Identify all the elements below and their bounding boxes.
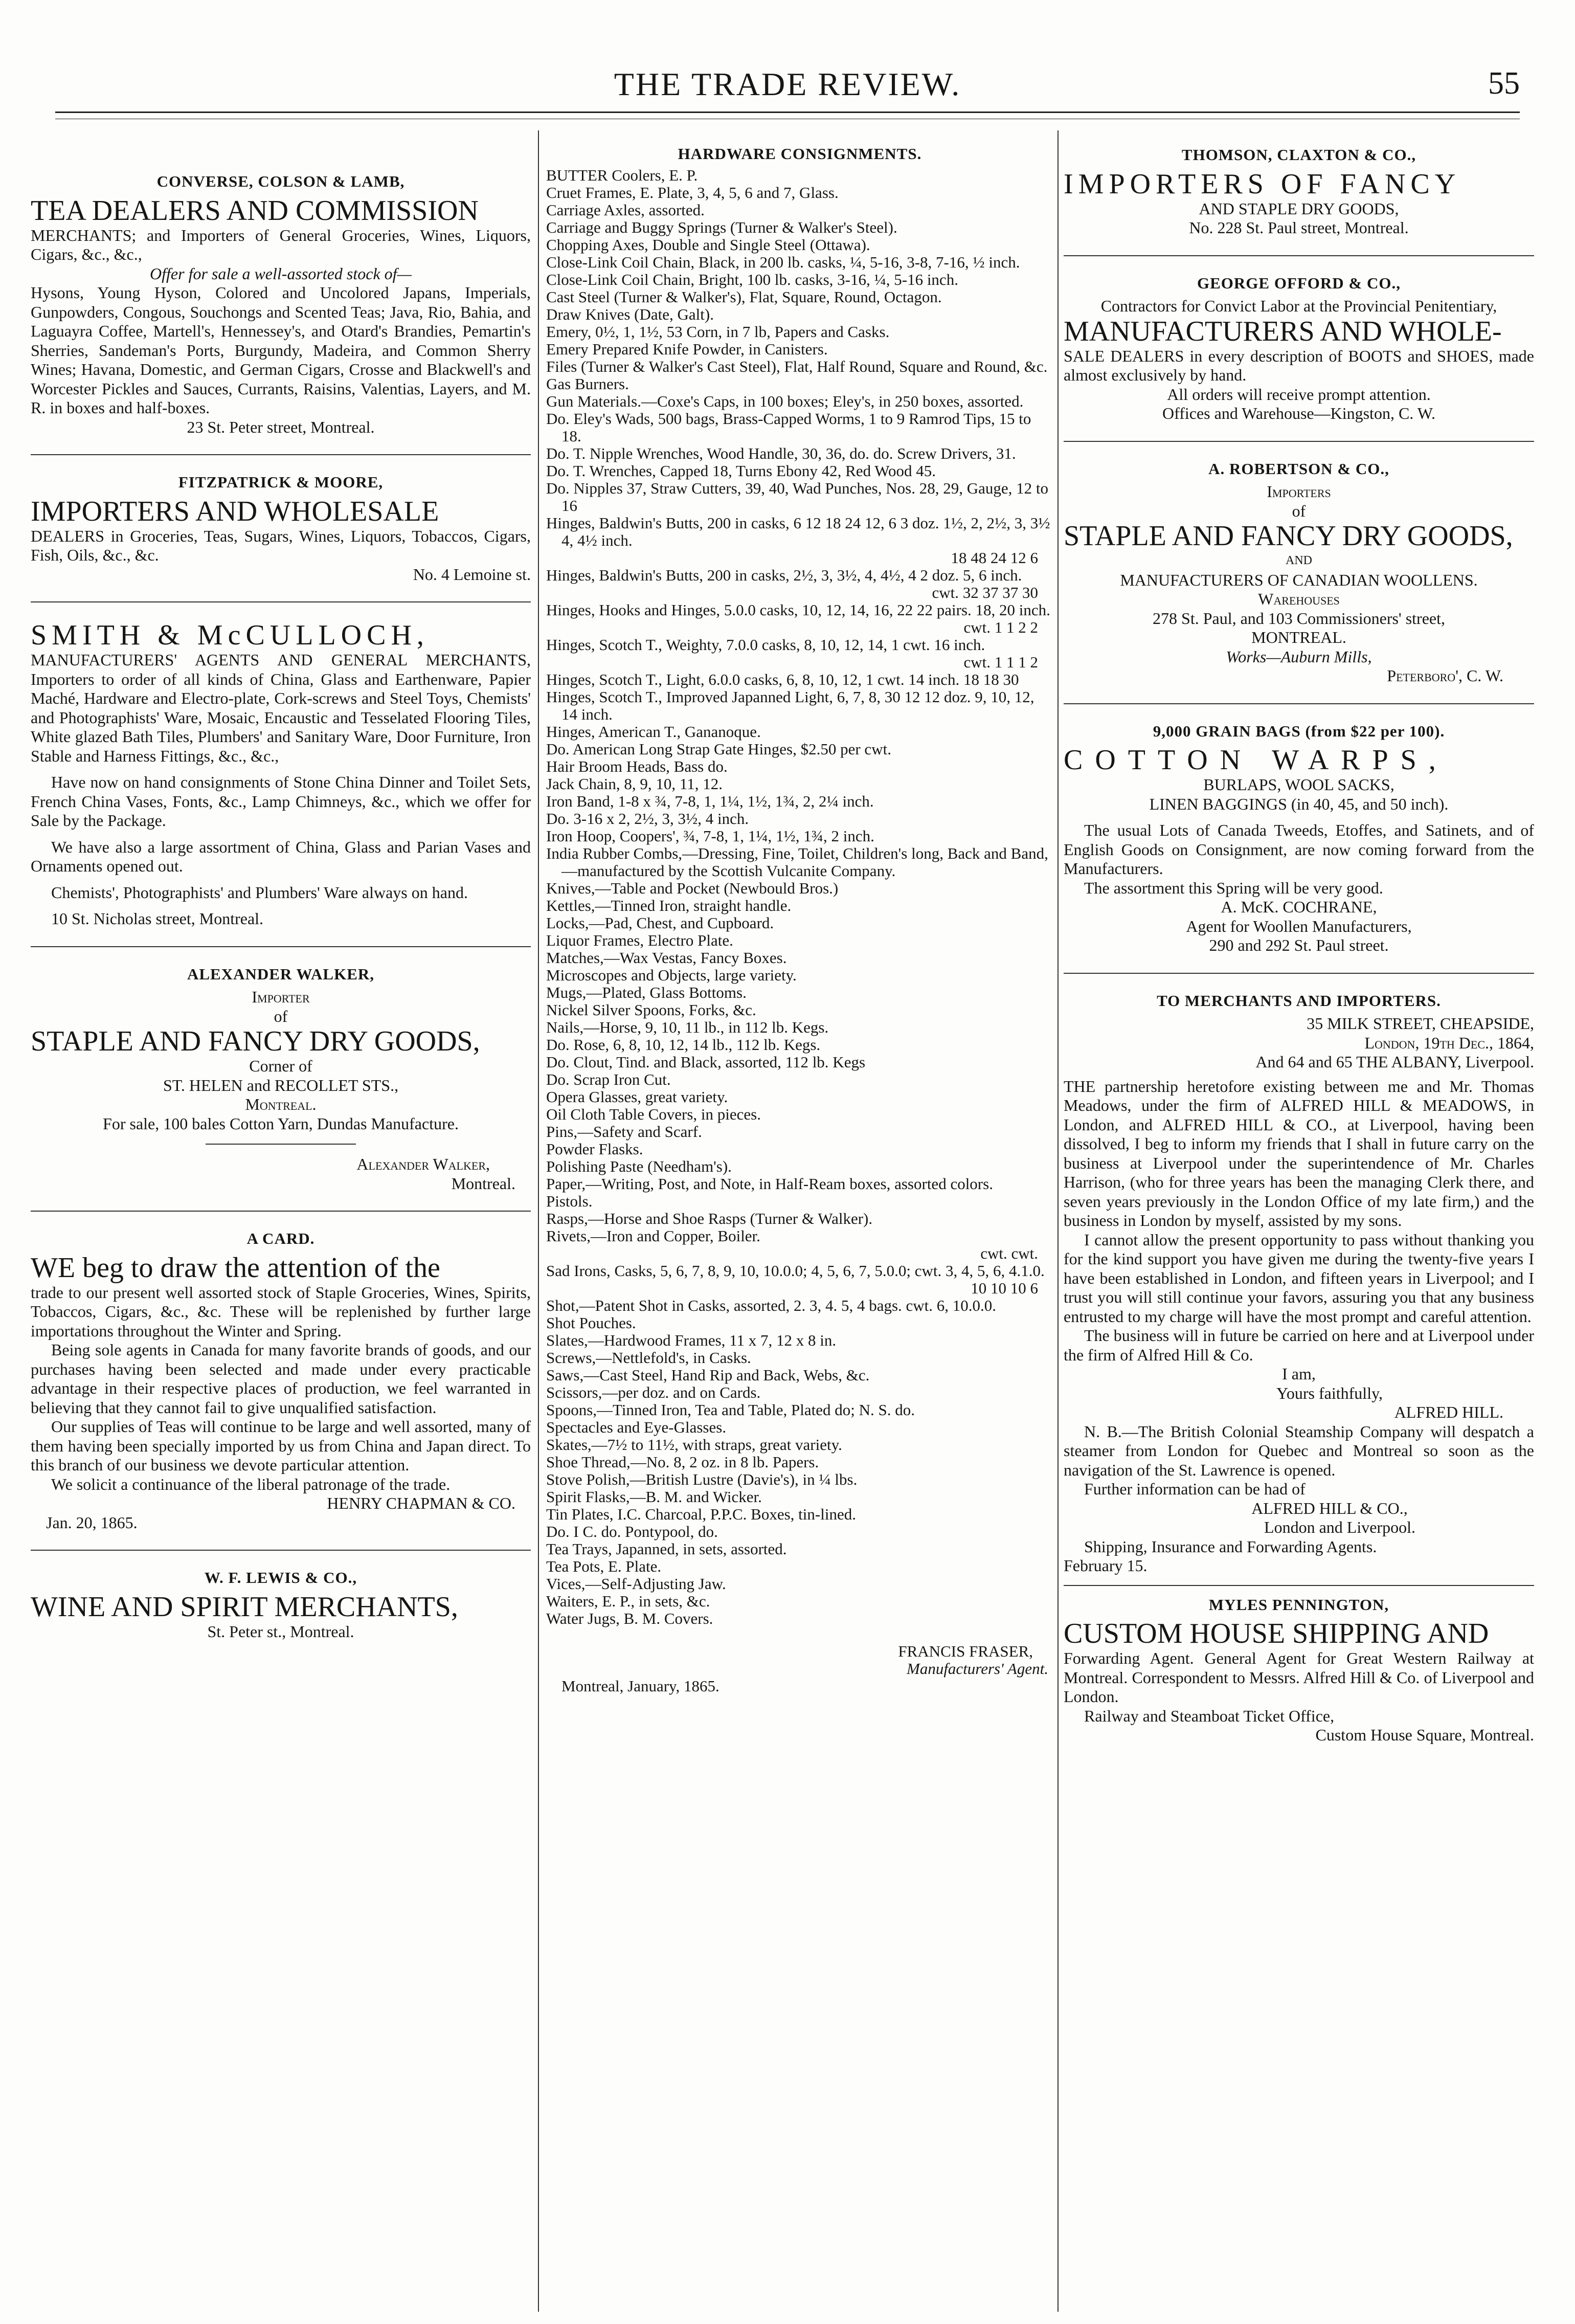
hardware-item: Opera Glasses, great variety. (546, 1088, 728, 1106)
advert-linen: LINEN BAGGINGS (in 40, 45, and 50 inch). (1149, 794, 1449, 813)
advert-heading: WINE AND SPIRIT MERCHANTS, (31, 1591, 458, 1623)
hardware-item: Draw Knives (Date, Galt). (546, 305, 714, 323)
advert-body: MANUFACTURERS' AGENTS AND GENERAL MERCHANTS, Importers to order of all kinds of China, Glass and Earthenware, Papier Maché, Hardware and Electro-plate, Cork-screws and Steel Toys, Chemists' and Photographists' Ware, Mosaic, Encaustic and Tesselated Flooring Tiles, White glazed Bath Tiles, Plumbers' and Sanitary Ware, Door Furniture, Iron Stable and Harness Fittings, &c., &c., (31, 651, 531, 765)
advert-name: THOMSON, CLAXTON & CO., (1181, 146, 1416, 164)
hardware-item: Hinges, Scotch T., Light, 6.0.0 casks, 6, 8, 10, 12, 1 cwt. 14 inch. 18 18 30 (546, 671, 1019, 688)
advert-body: MERCHANTS; and Importers of General Groceries, Wines, Liquors, Cigars, &c., &c., (31, 226, 531, 263)
hardware-item: Scissors,—per doz. and on Cards. (546, 1383, 761, 1401)
column-divider (1058, 130, 1059, 2312)
hardware-item: Do. I C. do. Pontypool, do. (546, 1523, 718, 1540)
advert-heading: CUSTOM HOUSE SHIPPING AND (1064, 1618, 1489, 1649)
hardware-item: Hinges, Baldwin's Butts, 200 in casks, 6 12 18 24 12, 6 3 doz. 1½, 2, 2½, 3, 3½ 4, 4½ inch. (546, 514, 1050, 549)
advert-fitzpatrick (31, 473, 531, 584)
advert-heading: IMPORTERS OF FANCY (1064, 168, 1461, 200)
advert-robertson (1064, 459, 1534, 686)
advert-body: DEALERS in Groceries, Teas, Sugars, Wines, Liquors, Tobaccos, Cigars, Fish, Oils, &c., &c. (31, 526, 531, 564)
advert-offices: Offices and Warehouse—Kingston, C. W. (1162, 404, 1435, 422)
advert-sale: For sale, 100 bales Cotton Yarn, Dundas Manufacture. (103, 1114, 459, 1133)
hardware-item: India Rubber Combs,—Dressing, Fine, Toilet, Children's long, Back and Band,—manufactured by the Scottish Vulcanite Company. (546, 844, 1048, 880)
advert-name: A CARD. (246, 1230, 315, 1247)
advert-sub: BURLAPS, WOOL SACKS, (1203, 775, 1394, 794)
hardware-item: Shot Pouches. (546, 1314, 636, 1332)
advert-paragraph: We have also a large assortment of China, Glass and Parian Vases and Ornaments opened out. (31, 837, 531, 875)
advert-address: 10 St. Nicholas street, Montreal. (51, 909, 264, 928)
hardware-item: Hair Broom Heads, Bass do. (546, 757, 728, 775)
hardware-item: Hinges, American T., Gananoque. (546, 723, 761, 741)
divider (1064, 1585, 1534, 1586)
advert-body: AND STAPLE DRY GOODS, (1199, 199, 1399, 218)
advert-closing: Yours faithfully, (1276, 1383, 1383, 1402)
hardware-item: Microscopes and Objects, large variety. (546, 966, 797, 984)
advert-thomson (1064, 145, 1534, 238)
advert-importers: Importers (1267, 482, 1331, 501)
advert-pennington (1064, 1595, 1534, 1745)
divider (31, 1550, 531, 1551)
hardware-item: Spirit Flasks,—B. M. and Wicker. (546, 1488, 762, 1506)
header-rule (55, 111, 1520, 113)
advert-heading: WE beg to draw the attention of the (31, 1252, 440, 1284)
hardware-item: Stove Polish,—British Lustre (Davie's), in ¼ lbs. (546, 1470, 858, 1488)
advert-address: And 64 and 65 THE ALBANY, Liverpool. (1255, 1053, 1534, 1071)
hardware-item: Emery Prepared Knife Powder, in Canisters. (546, 340, 828, 358)
advert-heading: STAPLE AND FANCY DRY GOODS, (31, 1025, 480, 1057)
advert-heading: TEA DEALERS AND COMMISSION (31, 194, 479, 227)
hardware-item: Iron Band, 1-8 x ¾, 7-8, 1, 1¼, 1½, 1¾, 2, 2¼ inch. (546, 792, 874, 810)
divider-short (206, 1144, 355, 1145)
divider (31, 946, 531, 947)
advert-name: A. ROBERTSON & CO., (1208, 459, 1389, 478)
hardware-item: Jack Chain, 8, 9, 10, 11, 12. (546, 775, 723, 793)
advert-sub: Contractors for Convict Labor at the Provincial Penitentiary, (1100, 297, 1497, 315)
hardware-item: Files (Turner & Walker's Cast Steel), Flat, Half Round, Square and Round, &c. (546, 357, 1048, 375)
advert-and: AND (1286, 554, 1312, 567)
hardware-item: Rasps,—Horse and Shoe Rasps (Turner & Walker). (546, 1210, 873, 1227)
advert-warehouses: Warehouses (1258, 590, 1340, 608)
advert-date: February 15. (1064, 1556, 1148, 1575)
advert-paragraph: Have now on hand consignments of Stone China Dinner and Toilet Sets, French China Vases, Fonts, &c., Lamp Chimneys, &c., which we offer for Sale by the Package. (31, 773, 531, 830)
advert-role: Manufacturers' Agent. (907, 1660, 1048, 1678)
hardware-item: Locks,—Pad, Chest, and Cupboard. (546, 914, 774, 932)
hardware-item: 18 48 24 12 6 (951, 549, 1038, 567)
hardware-item: Spectacles and Eye-Glasses. (546, 1418, 727, 1436)
hardware-item: Rivets,—Iron and Copper, Boiler. (546, 1227, 760, 1245)
advert-paragraph: I cannot allow the present opportunity to pass without thanking you for the kind support you have given me during the twenty-five years I have been established in London, and fifteen years in Liverpool; and I trust you will still continue your favors, assuring you that any business entrusted to my charge will have the most prompt and careful attention. (1064, 1230, 1534, 1326)
hardware-item: cwt. 32 37 37 30 (932, 584, 1038, 601)
hardware-item: Polishing Paste (Needham's). (546, 1157, 732, 1175)
hardware-item: Nails,—Horse, 9, 10, 11 lb., in 112 lb. Kegs. (546, 1018, 829, 1036)
advert-sig-city: Montreal. (451, 1174, 515, 1193)
advert-offord (1064, 274, 1534, 423)
hardware-item: Iron Hoop, Coopers', ¾, 7-8, 1, 1¼, 1½, 1¾, 2 inch. (546, 827, 874, 845)
advert-name: MYLES PENNINGTON, (1208, 1595, 1389, 1614)
hardware-item: Tea Pots, E. Plate. (546, 1557, 662, 1575)
column-left (31, 138, 531, 2312)
advert-paragraph: Being sole agents in Canada for many favorite brands of goods, and our purchases having been selected and made under every practicable advantage in their respective places of production, we feel warranted in believing that they cannot fail to give unqualified satisfaction. (31, 1340, 531, 1417)
hardware-item: Emery, 0½, 1, 1½, 53 Corn, in 7 lb, Papers and Casks. (546, 323, 890, 341)
advert-agents: Shipping, Insurance and Forwarding Agents. (1084, 1537, 1377, 1556)
hardware-item: cwt. cwt. (980, 1244, 1038, 1262)
advert-name: FITZPATRICK & MOORE, (178, 473, 384, 491)
advert-walker (31, 965, 531, 1194)
advert-signature: London and Liverpool. (1264, 1518, 1415, 1536)
hardware-item: Hinges, Baldwin's Butts, 200 in casks, 2½, 3, 3½, 4, 4½, 4 2 doz. 5, 6 inch. (546, 566, 1022, 584)
hardware-item: cwt. 1 1 2 2 (963, 618, 1038, 636)
advert-signature: ALFRED HILL. (1394, 1403, 1503, 1421)
hardware-item: Cast Steel (Turner & Walker's), Flat, Square, Round, Octagon. (546, 288, 942, 306)
hardware-item: cwt. 1 1 1 2 (963, 653, 1038, 671)
divider (31, 454, 531, 455)
advert-importer: Importer (252, 988, 310, 1006)
divider (1064, 973, 1534, 974)
advert-works2: Peterboro', C. W. (1387, 666, 1503, 685)
hardware-item: Tea Trays, Japanned, in sets, assorted. (546, 1540, 787, 1558)
hardware-item: Matches,—Wax Vestas, Fancy Boxes. (546, 949, 787, 967)
hardware-item: Tin Plates, I.C. Charcoal, P.P.C. Boxes, tin-lined. (546, 1505, 856, 1523)
advert-heading: STAPLE AND FANCY DRY GOODS, (1064, 520, 1513, 552)
advert-address: Custom House Square, Montreal. (1315, 1726, 1534, 1744)
hardware-item: Knives,—Table and Pocket (Newbould Bros.) (546, 879, 839, 897)
hardware-item: Gun Materials.—Coxe's Caps, in 100 boxes; Eley's, in 250 boxes, assorted. (546, 392, 1024, 410)
advert-office: Railway and Steamboat Ticket Office, (1084, 1706, 1335, 1725)
advert-paragraph: Chemists', Photographists' and Plumbers' Ware always on hand. (51, 883, 468, 902)
hardware-item: Saws,—Cast Steel, Hand Rip and Back, Webs, &c. (546, 1366, 870, 1384)
advert-note: N. B.—The British Colonial Steamship Company will despatch a steamer from London for Quebec and Montreal so soon as the navigation of the St. Lawrence is opened. (1064, 1422, 1534, 1479)
advert-name: W. F. LEWIS & CO., (204, 1569, 357, 1586)
advert-paragraph: We solicit a continuance of the liberal patronage of the trade. (51, 1474, 451, 1493)
advert-name: 9,000 GRAIN BAGS (from $22 per 100). (1153, 722, 1445, 740)
divider (1064, 441, 1534, 442)
hardware-item: Nickel Silver Spoons, Forks, &c. (546, 1001, 756, 1019)
advert-heading: COTTON WARPS, (1064, 744, 1448, 776)
hardware-item: Do. Scrap Iron Cut. (546, 1070, 671, 1088)
advert-address: St. Peter st., Montreal. (207, 1622, 354, 1641)
hardware-item: Slates,—Hardwood Frames, 11 x 7, 12 x 8 in. (546, 1331, 837, 1349)
advert-signature: A. McK. COCHRANE, (1221, 898, 1377, 916)
advert-lewis (31, 1568, 531, 1641)
divider (1064, 703, 1534, 704)
advert-role: Agent for Woollen Manufacturers, (1186, 917, 1412, 935)
hardware-item: Vices,—Self-Adjusting Jaw. (546, 1575, 726, 1593)
advert-body: SALE DEALERS in every description of BOOTS and SHOES, made almost exclusively by hand. (1064, 346, 1534, 384)
advert-city: Montreal. (245, 1095, 317, 1113)
advert-address: 278 St. Paul, and 103 Commissioners' street, (1153, 609, 1445, 628)
advert-paragraph: THE partnership heretofore existing between me and Mr. Thomas Meadows, under the firm of ALFRED HILL & MEADOWS, in London, and ALFRED HILL & CO., at Liverpool, having been dissolved, I beg to inform my friends that I shall in future carry on the business at Liverpool under the superintendence of Mr. Charles Harrison, (who for three years has been the managing Clerk there, and seven years previously in the London Office of my late firm,) and the business in London by myself, assisted by my sons. (1064, 1077, 1534, 1230)
advert-corner: Corner of (249, 1057, 312, 1075)
advert-paragraph: Our supplies of Teas will continue to be large and well assorted, many of them having been specially imported by us from China and Japan direct. To this branch of our business we devote particular attention. (31, 1417, 531, 1474)
hardware-item: Liquor Frames, Electro Plate. (546, 931, 733, 949)
advert-date: Montreal, January, 1865. (561, 1677, 719, 1695)
advert-offer: Offer for sale a well-assorted stock of— (150, 264, 412, 283)
hardware-item: Chopping Axes, Double and Single Steel (Ottawa). (546, 236, 870, 254)
advert-colson (31, 172, 531, 437)
hardware-item: Mugs,—Plated, Glass Bottoms. (546, 984, 747, 1001)
hardware-item: Do. 3-16 x 2, 2½, 3, 3½, 4 inch. (546, 810, 749, 828)
hardware-item: Hinges, Hooks and Hinges, 5.0.0 casks, 10, 12, 14, 16, 22 22 pairs. 18, 20 inch. (546, 601, 1050, 619)
divider (31, 601, 531, 602)
advert-address: 35 MILK STREET, CHEAPSIDE, (1307, 1014, 1534, 1033)
advert-address: 290 and 292 St. Paul street. (1209, 936, 1389, 954)
advert-of: of (274, 1007, 288, 1025)
section-title: HARDWARE CONSIGNMENTS. (678, 145, 922, 163)
hardware-item: 10 10 10 6 (971, 1279, 1038, 1297)
advert-date: Jan. 20, 1865. (46, 1513, 138, 1532)
advert-manuf: MANUFACTURERS OF CANADIAN WOOLLENS. (1120, 570, 1478, 589)
hardware-item: Cruet Frames, E. Plate, 3, 4, 5, 6 and 7, Glass. (546, 184, 839, 202)
hardware-list (546, 167, 1053, 1627)
advert-name: ALEXANDER WALKER, (187, 965, 375, 983)
advert-of: of (1292, 501, 1306, 520)
advert-address: No. 4 Lemoine st. (413, 565, 531, 584)
advert-smith (31, 620, 531, 929)
advert-works: Works—Auburn Mills, (1226, 647, 1372, 666)
hardware-item: Carriage and Buggy Springs (Turner & Walker's Steel). (546, 218, 897, 236)
advert-hill (1064, 991, 1534, 1576)
advert-signature: FRANCIS FRASER, (898, 1642, 1033, 1660)
hardware-item: Hinges, Scotch T., Weighty, 7.0.0 casks, 8, 10, 12, 14, 1 cwt. 16 inch. (546, 636, 985, 654)
hardware-item: Paper,—Writing, Post, and Note, in Half-Ream boxes, assorted colors. (546, 1175, 993, 1193)
hardware-item: Do. Rose, 6, 8, 10, 12, 14 lb., 112 lb. Kegs. (546, 1036, 821, 1054)
hardware-item: Kettles,—Tinned Iron, straight handle. (546, 897, 792, 914)
advert-address: 23 St. Peter street, Montreal. (187, 417, 375, 436)
hardware-item: Close-Link Coil Chain, Black, in 200 lb. casks, ¼, 5-16, 3-8, 7-16, ½ inch. (546, 253, 1020, 271)
advert-further: Further information can be had of (1084, 1480, 1306, 1498)
advert-paragraph: trade to our present well assorted stock of Staple Groceries, Wines, Spirits, Tobaccos, Cigars, &c., &c. These will be replenished by further large importations throughout the Winter and Spring. (31, 1283, 531, 1340)
advert-address: No. 228 St. Paul street, Montreal. (1189, 218, 1409, 237)
hardware-item: Oil Cloth Table Covers, in pieces. (546, 1105, 761, 1123)
hardware-item: Do. T. Nipple Wrenches, Wood Handle, 30, 36, do. do. Screw Drivers, 31. (546, 444, 1016, 462)
hardware-item: Water Jugs, B. M. Covers. (546, 1610, 713, 1627)
page-header (55, 65, 1520, 111)
hardware-item: Sad Irons, Casks, 5, 6, 7, 8, 9, 10, 10.0.0; 4, 5, 6, 7, 5.0.0; cwt. 3, 4, 5, 6, 4.1.0. (546, 1262, 1045, 1280)
hardware-item: Skates,—7½ to 11½, with straps, great variety. (546, 1436, 842, 1454)
hardware-item: Do. Nipples 37, Straw Cutters, 39, 40, Wad Punches, Nos. 28, 29, Gauge, 12 to 16 (546, 479, 1048, 515)
hardware-item: Screws,—Nettlefold's, in Casks. (546, 1349, 751, 1367)
hardware-item: Do. Clout, Tind. and Black, assorted, 112 lb. Kegs (546, 1053, 866, 1071)
advert-orders: All orders will receive prompt attention. (1167, 385, 1431, 404)
advert-address: London, 19th Dec., 1864, (1364, 1033, 1534, 1052)
divider (31, 1211, 531, 1212)
column-middle (546, 138, 1053, 2312)
advert-heading: IMPORTERS AND WHOLESALE (31, 495, 439, 527)
divider (1064, 255, 1534, 256)
advert-city: MONTREAL. (1251, 628, 1346, 646)
hardware-item: Spoons,—Tinned Iron, Tea and Table, Plated do; N. S. do. (546, 1401, 915, 1419)
advert-name: TO MERCHANTS AND IMPORTERS. (1157, 991, 1441, 1010)
hardware-item: Close-Link Coil Chain, Bright, 100 lb. casks, 3-16, ¼, 5-16 inch. (546, 271, 958, 288)
advert-signature: ALFRED HILL & CO., (1251, 1499, 1408, 1517)
publication-title: THE TRADE REVIEW. (614, 66, 961, 102)
hardware-item: Waiters, E. P., in sets, &c. (546, 1592, 710, 1610)
hardware-item: Gas Burners. (546, 375, 629, 393)
advert-signature: Alexander Walker, (356, 1155, 490, 1173)
hardware-item: Do. Eley's Wads, 500 bags, Brass-Capped Worms, 1 to 9 Ramrod Tips, 15 to 18. (546, 410, 1031, 445)
advert-streets: ST. HELEN and RECOLLET STS., (163, 1076, 399, 1094)
advert-card (31, 1229, 531, 1532)
advert-cochrane (1064, 722, 1534, 955)
hardware-item: Pins,—Safety and Scarf. (546, 1123, 702, 1141)
hardware-item: Do. T. Wrenches, Capped 18, Turns Ebony 42, Red Wood 45. (546, 462, 936, 480)
advert-name: GEORGE OFFORD & CO., (1197, 274, 1401, 292)
column-right (1064, 138, 1534, 2312)
advert-name: CONVERSE, COLSON & LAMB, (156, 172, 405, 190)
advert-heading: MANUFACTURERS AND WHOLE- (1064, 315, 1502, 347)
hardware-item: Hinges, Scotch T., Improved Japanned Light, 6, 7, 8, 30 12 12 doz. 9, 10, 12, 14 inch. (546, 688, 1034, 723)
advert-paragraph: The assortment this Spring will be very good. (1084, 878, 1383, 897)
advert-closing: I am, (1282, 1365, 1316, 1383)
hardware-item: BUTTER Coolers, E. P. (546, 166, 698, 184)
advert-paragraph: The usual Lots of Canada Tweeds, Etoffes, and Satinets, and of English Goods on Consignment, are now coming forward from the Manufacturers. (1064, 821, 1534, 878)
advert-signature: HENRY CHAPMAN & CO. (327, 1494, 515, 1512)
hardware-item: Shoe Thread,—No. 8, 2 oz. in 8 lb. Papers. (546, 1453, 819, 1471)
hardware-item: Carriage Axles, assorted. (546, 201, 705, 219)
page-number: 55 (1488, 66, 1520, 101)
advert-heading: SMITH & McCULLOCH, (31, 619, 429, 651)
hardware-item: Shot,—Patent Shot in Casks, assorted, 2. 3, 4. 5, 4 bags. cwt. 6, 10.0.0. (546, 1297, 997, 1314)
advert-paragraph: The business will in future be carried on here and at Liverpool under the firm of Alfred Hill & Co. (1064, 1326, 1534, 1364)
advert-list: Hysons, Young Hyson, Colored and Uncolored Japans, Imperials, Gunpowders, Congous, Souchongs and Scented Teas; Java, Rio, Bahia, and Laguayra Coffee, Martell's, Hennessey's, and Otard's Brandies, Pemartin's Sherries, Sandeman's Ports, Burgundy, Madeira, and Common Sherry Wines; Havana, Domestic, and German Cigars, Crosse and Blackwell's and Worcester Pickles and Sauces, Currants, Raisins, Valentias, Layers, and M. R. in boxes and half-boxes. (31, 283, 531, 417)
advert-body: Forwarding Agent. General Agent for Great Western Railway at Montreal. Correspondent to Messrs. Alfred Hill & Co. of Liverpool and London. (1064, 1649, 1534, 1706)
column-divider (538, 130, 539, 2312)
hardware-item: Do. American Long Strap Gate Hinges, $2.50 per cwt. (546, 740, 891, 758)
hardware-item: Pistols. (546, 1192, 593, 1210)
hardware-item: Powder Flasks. (546, 1140, 643, 1158)
